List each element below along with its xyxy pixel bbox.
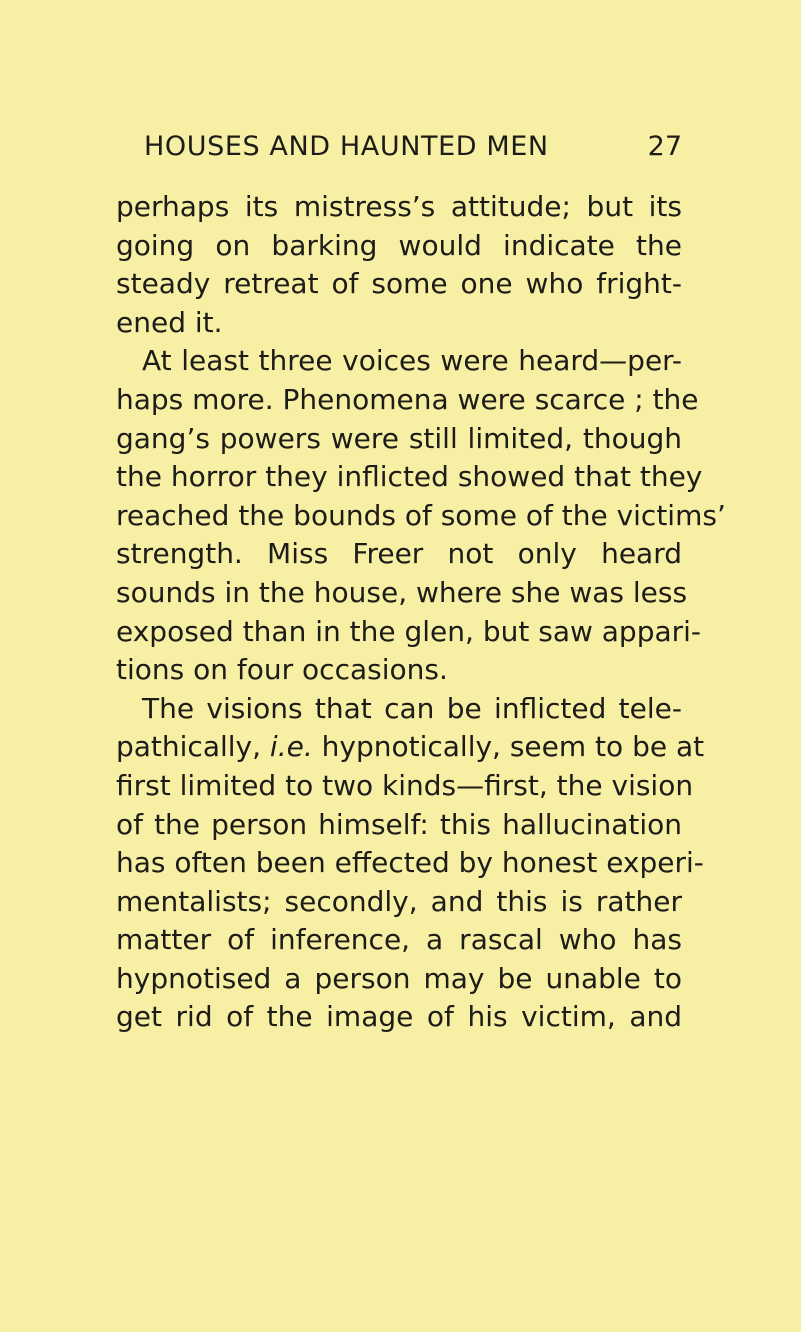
text-line: reached the bounds of some of the victims’ bbox=[116, 498, 726, 532]
text-line: the horror they inflicted showed that they bbox=[116, 460, 703, 494]
page-header bbox=[116, 127, 682, 167]
text-line: The visions that can be inflicted tele- bbox=[142, 691, 682, 725]
text-line: matter of inference, a rascal who has bbox=[116, 923, 682, 957]
text-line: exposed than in the glen, but saw appari- bbox=[116, 614, 702, 648]
body-text bbox=[116, 188, 726, 1037]
text-line: hypnotised a person may be unable to bbox=[116, 961, 682, 995]
text-line: tions on four occasions. bbox=[116, 653, 448, 687]
text-line: At least three voices were heard—per- bbox=[142, 344, 682, 378]
running-head: HOUSES AND HAUNTED MEN bbox=[144, 131, 549, 162]
text-line: sounds in the house, where she was less bbox=[116, 575, 688, 609]
text-line: strength. Miss Freer not only heard bbox=[116, 537, 682, 571]
text-line: first limited to two kinds—first, the vision bbox=[116, 768, 694, 802]
page-number: 27 bbox=[647, 131, 682, 162]
italic-abbreviation: i.e. bbox=[269, 730, 313, 764]
text-fragment: pathically, bbox=[116, 730, 270, 764]
text-line: get rid of the image of his victim, and bbox=[116, 1000, 682, 1034]
text-line: of the person himself: this hallucination bbox=[116, 807, 682, 841]
text-line: mentalists; secondly, and this is rather bbox=[116, 884, 682, 918]
text-line: perhaps its mistress’s attitude; but its bbox=[116, 190, 682, 223]
text-line: going on barking would indicate the bbox=[116, 228, 682, 262]
text-line: haps more. Phenomena were scarce ; the bbox=[116, 382, 699, 416]
text-line: ened it. bbox=[116, 305, 223, 339]
text-fragment: hypnotically, seem to be at bbox=[312, 730, 705, 764]
text-line: has often been effected by honest experi- bbox=[116, 846, 704, 880]
text-line-with-italic bbox=[116, 728, 705, 767]
text-line: gang’s powers were still limited, though bbox=[116, 421, 682, 455]
text-line: steady retreat of some one who fright- bbox=[116, 267, 682, 301]
